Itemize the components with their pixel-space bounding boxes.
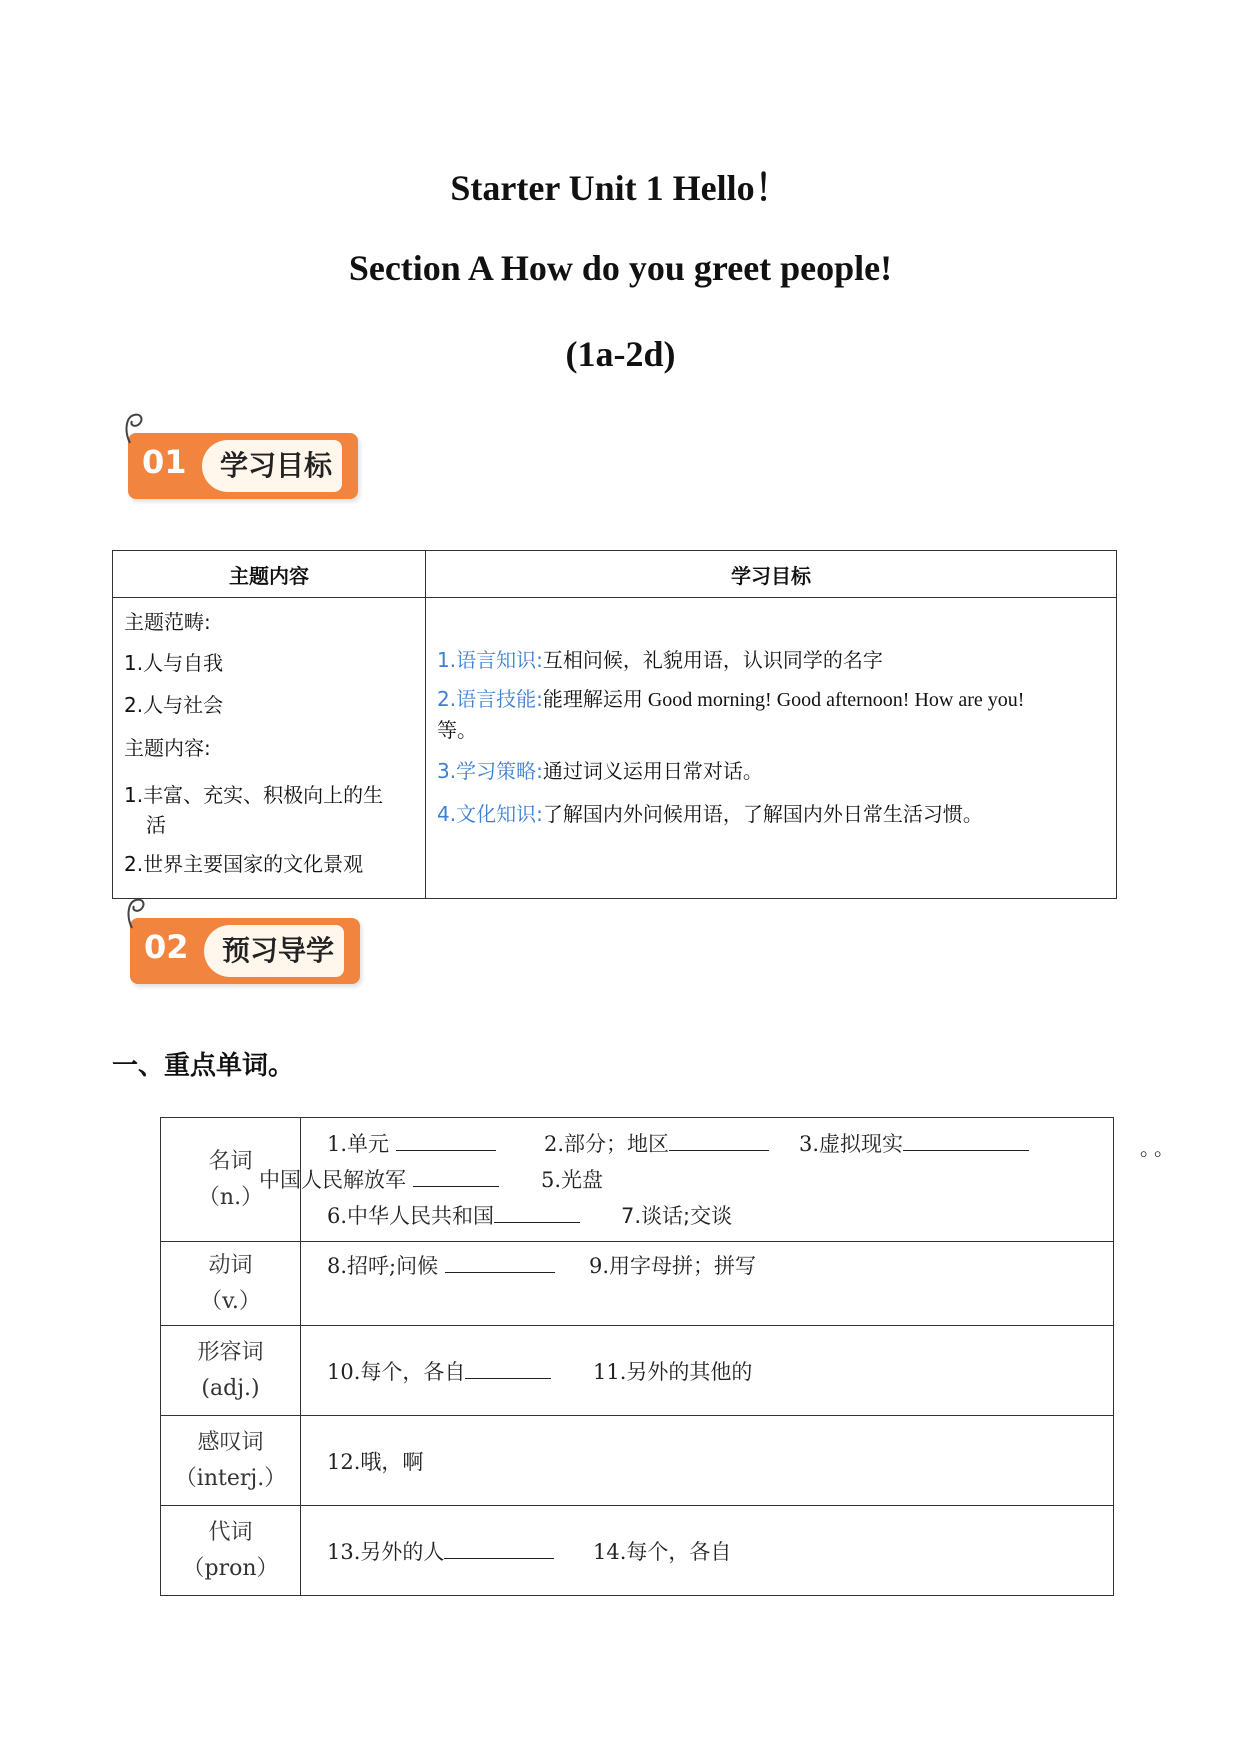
doc-title: Starter Unit 1 Hello！ xyxy=(450,168,791,208)
vocab-prompt: 9.用字母拼；拼写 xyxy=(589,1254,757,1278)
goals-objective-cell xyxy=(426,598,1117,899)
vocab-prompt: 6.中华人民共和国 xyxy=(327,1204,495,1228)
pos-cell-interjection: 感叹词 （interj.） xyxy=(161,1416,301,1506)
vocab-items-interjection xyxy=(301,1416,1114,1506)
objective-tag: 语言技能: xyxy=(456,687,543,711)
paperclip-icon xyxy=(122,411,148,445)
vocab-table xyxy=(160,1117,1114,1596)
objective-line: 4.文化知识:了解国内外问候用语，了解国内外日常生活习惯。 xyxy=(437,802,983,826)
goals-col-objective-header: 学习目标 xyxy=(426,551,1117,598)
topic-line: 1.丰富、充实、积极向上的生 xyxy=(124,783,384,807)
vocab-items-adjective xyxy=(301,1326,1114,1416)
objective-tag: 文化知识: xyxy=(456,802,543,826)
margin-marks: 。。 xyxy=(1140,1136,1178,1160)
answer-blank[interactable] xyxy=(444,1538,554,1559)
doc-range: (1a-2d) xyxy=(565,334,676,374)
goals-col-topic-header: 主题内容 xyxy=(113,551,426,598)
answer-blank[interactable] xyxy=(669,1130,769,1151)
vocab-prompt: 10.每个，各自 xyxy=(327,1360,466,1384)
pos-cell-pronoun: 代词 （pron） xyxy=(161,1506,301,1596)
objective-line: 3.学习策略:通过词义运用日常对话。 xyxy=(437,759,763,783)
section-heading: 一、重点单词。 xyxy=(112,1051,295,1081)
objective-tag: 学习策略: xyxy=(456,759,543,783)
pos-cell-verb: 动词 （v.） xyxy=(161,1242,301,1326)
badge-number: 02 xyxy=(144,928,189,966)
answer-blank[interactable] xyxy=(413,1166,499,1187)
topic-line: 活 xyxy=(146,813,166,837)
doc-subtitle: Section A How do you greet people! xyxy=(348,248,893,288)
vocab-prompt: 11.另外的其他的 xyxy=(593,1360,753,1384)
answer-blank[interactable] xyxy=(445,1252,555,1273)
vocab-prompt: 8.招呼;问候 xyxy=(327,1254,439,1278)
section-badge-preview xyxy=(130,918,360,984)
answer-blank[interactable] xyxy=(494,1202,580,1223)
objective-tag: 语言知识: xyxy=(456,648,543,672)
pos-cell-noun: 名词 （n.） xyxy=(161,1118,301,1242)
vocab-prompt: 14.每个，各自 xyxy=(593,1540,732,1564)
topic-line: 2.人与社会 xyxy=(124,693,224,717)
vocab-prompt: 1.单元 xyxy=(327,1132,390,1156)
learning-goals-table xyxy=(112,550,1117,899)
objective-line: 1.语言知识:互相问候，礼貌用语，认识同学的名字 xyxy=(437,648,883,672)
vocab-items-pronoun xyxy=(301,1506,1114,1596)
pos-cell-adjective: 形容词 (adj.) xyxy=(161,1326,301,1416)
answer-blank[interactable] xyxy=(903,1130,1029,1151)
vocab-prompt: 13.另外的人 xyxy=(327,1540,445,1564)
vocab-prompt: 中国人民解放军 xyxy=(259,1168,406,1192)
paperclip-icon xyxy=(124,896,150,930)
vocab-prompt: 7.谈话;交谈 xyxy=(621,1204,733,1228)
topic-line: 2.世界主要国家的文化景观 xyxy=(124,852,364,876)
answer-blank[interactable] xyxy=(396,1130,496,1151)
badge-label: 预习导学 xyxy=(204,925,344,977)
objective-line: 2.语言技能:能理解运用 Good morning! Good afternoon! How are you! 等。 xyxy=(437,687,1025,742)
badge-number: 01 xyxy=(142,443,187,481)
vocab-prompt: 3.虚拟现实 xyxy=(799,1132,904,1156)
badge-label: 学习目标 xyxy=(202,440,342,492)
section-badge-goals xyxy=(128,433,358,499)
vocab-items-noun xyxy=(259,1118,1114,1242)
vocab-prompt: 2.部分；地区 xyxy=(544,1132,670,1156)
goals-topic-cell xyxy=(113,598,426,899)
answer-blank[interactable] xyxy=(465,1358,551,1379)
vocab-items-verb xyxy=(301,1242,1114,1326)
vocab-prompt: 5.光盘 xyxy=(541,1168,604,1192)
vocab-prompt: 12.哦，啊 xyxy=(327,1450,424,1474)
topic-line: 主题范畴: xyxy=(124,610,211,634)
topic-line: 主题内容: xyxy=(124,736,211,760)
topic-line: 1.人与自我 xyxy=(124,651,224,675)
